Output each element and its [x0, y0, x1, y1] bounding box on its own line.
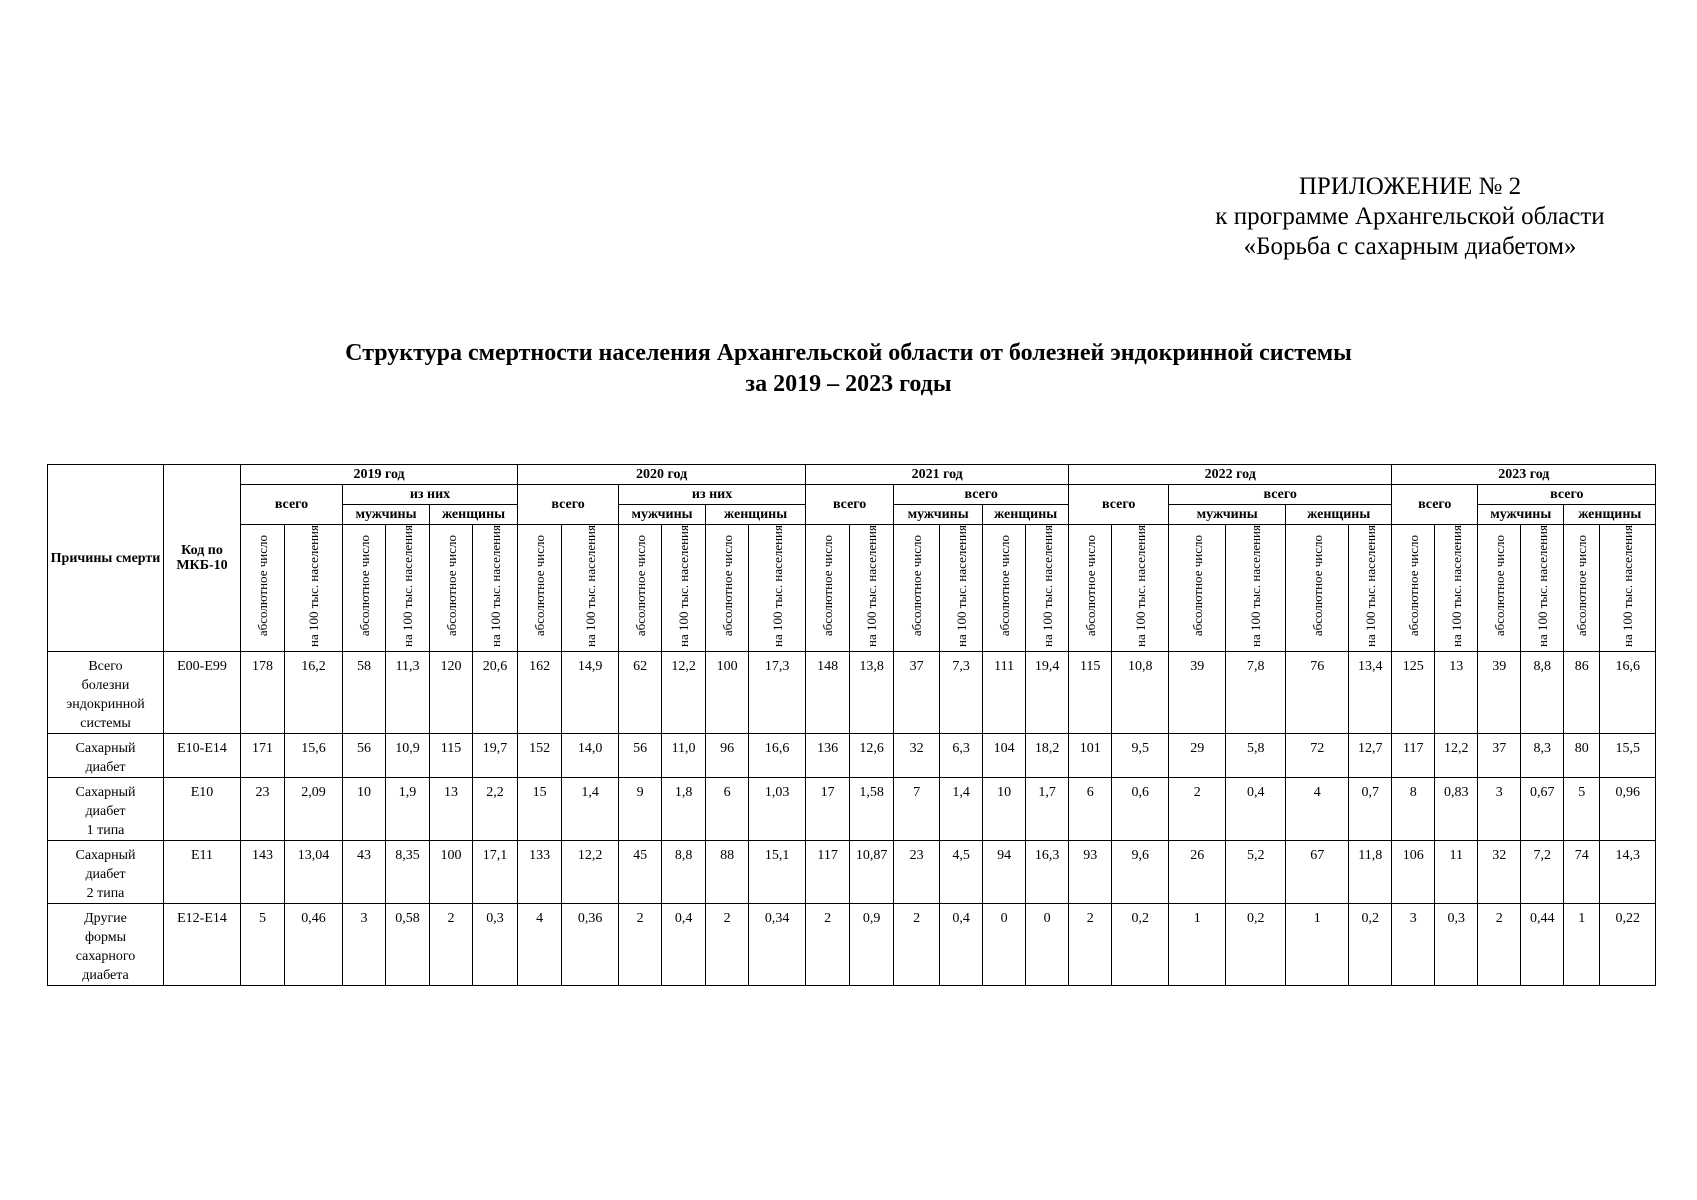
- appendix-program: к программе Архангельской области: [1215, 203, 1605, 230]
- value-cell: 0,67: [1521, 778, 1564, 841]
- value-cell: 10: [983, 778, 1026, 841]
- value-cell: 5,2: [1226, 841, 1286, 904]
- header-absolute-number: [806, 525, 850, 652]
- value-cell: 101: [1069, 734, 1112, 778]
- value-cell: 6: [1069, 778, 1112, 841]
- header-rate-per-100k-label: на 100 тыс. населения: [1039, 525, 1055, 647]
- header-year-2019: 2019 год: [241, 465, 518, 485]
- value-cell: 8,35: [386, 841, 430, 904]
- value-cell: 148: [806, 652, 850, 734]
- value-cell: 0,9: [850, 904, 894, 986]
- value-cell: 15,6: [285, 734, 343, 778]
- appendix-program-name: «Борьба с сахарным диабетом»: [1243, 233, 1577, 260]
- value-cell: 143: [241, 841, 285, 904]
- header-absolute-number: [430, 525, 473, 652]
- value-cell: 2: [1069, 904, 1112, 986]
- header-rate-per-100k: [473, 525, 518, 652]
- header-rate-per-100k-label: на 100 тыс. населения: [864, 525, 880, 647]
- header-rate-per-100k-label: на 100 тыс. населения: [1448, 525, 1464, 647]
- value-cell: 8: [1392, 778, 1435, 841]
- header-subgroup: из них: [619, 485, 806, 505]
- header-men: мужчины: [619, 505, 706, 525]
- value-cell: 171: [241, 734, 285, 778]
- value-cell: 16,3: [1026, 841, 1069, 904]
- value-cell: 115: [1069, 652, 1112, 734]
- value-cell: 7,8: [1226, 652, 1286, 734]
- value-cell: 100: [430, 841, 473, 904]
- header-rate-per-100k: [1521, 525, 1564, 652]
- header-rate-per-100k-label: на 100 тыс. населения: [1132, 525, 1148, 647]
- value-cell: 0,34: [749, 904, 806, 986]
- value-cell: 15: [518, 778, 562, 841]
- value-cell: 14,3: [1600, 841, 1656, 904]
- header-absolute-number-label: абсолютное число: [1309, 535, 1325, 637]
- value-cell: 117: [806, 841, 850, 904]
- value-cell: 1,9: [386, 778, 430, 841]
- value-cell: 136: [806, 734, 850, 778]
- value-cell: 88: [706, 841, 749, 904]
- value-cell: 62: [619, 652, 662, 734]
- value-cell: 120: [430, 652, 473, 734]
- value-cell: 1,03: [749, 778, 806, 841]
- value-cell: 0,4: [662, 904, 706, 986]
- value-cell: 23: [894, 841, 940, 904]
- header-subgroup: всего: [1169, 485, 1392, 505]
- header-rate-per-100k: [662, 525, 706, 652]
- value-cell: 26: [1169, 841, 1226, 904]
- value-cell: 13,4: [1349, 652, 1392, 734]
- cause-cell: Сахарный диабет 2 типа: [48, 841, 164, 904]
- header-absolute-number: [706, 525, 749, 652]
- value-cell: 100: [706, 652, 749, 734]
- header-absolute-number-label: абсолютное число: [632, 535, 648, 637]
- value-cell: 10,87: [850, 841, 894, 904]
- value-cell: 2: [1169, 778, 1226, 841]
- value-cell: 2: [1478, 904, 1521, 986]
- value-cell: 3: [1392, 904, 1435, 986]
- header-absolute-number: [983, 525, 1026, 652]
- value-cell: 0,96: [1600, 778, 1656, 841]
- value-cell: 1: [1564, 904, 1600, 986]
- value-cell: 9,6: [1112, 841, 1169, 904]
- header-absolute-number-label: абсолютное число: [1189, 535, 1205, 637]
- header-rate-per-100k-label: на 100 тыс. населения: [676, 525, 692, 647]
- value-cell: 0,2: [1226, 904, 1286, 986]
- value-cell: 8,8: [1521, 652, 1564, 734]
- header-subgroup: всего: [894, 485, 1069, 505]
- value-cell: 115: [430, 734, 473, 778]
- value-cell: 2,09: [285, 778, 343, 841]
- value-cell: 4,5: [940, 841, 983, 904]
- value-cell: 20,6: [473, 652, 518, 734]
- value-cell: 9,5: [1112, 734, 1169, 778]
- header-rate-per-100k-label: на 100 тыс. населения: [487, 525, 503, 647]
- value-cell: 0,44: [1521, 904, 1564, 986]
- value-cell: 3: [343, 904, 386, 986]
- value-cell: 11,3: [386, 652, 430, 734]
- header-men: мужчины: [1478, 505, 1564, 525]
- header-absolute-number-label: абсолютное число: [255, 535, 270, 637]
- value-cell: 19,4: [1026, 652, 1069, 734]
- header-absolute-number-label: абсолютное число: [820, 535, 836, 637]
- header-absolute-number: [894, 525, 940, 652]
- value-cell: 80: [1564, 734, 1600, 778]
- value-cell: 76: [1286, 652, 1349, 734]
- value-cell: 1: [1169, 904, 1226, 986]
- header-year-2022: 2022 год: [1069, 465, 1392, 485]
- header-women: женщины: [1564, 505, 1656, 525]
- header-absolute-number-label: абсолютное число: [1405, 535, 1421, 637]
- value-cell: 43: [343, 841, 386, 904]
- header-men: мужчины: [1169, 505, 1286, 525]
- value-cell: 10,8: [1112, 652, 1169, 734]
- value-cell: 1,58: [850, 778, 894, 841]
- cause-cell: Сахарный диабет: [48, 734, 164, 778]
- value-cell: 32: [894, 734, 940, 778]
- value-cell: 0,2: [1349, 904, 1392, 986]
- value-cell: 2: [894, 904, 940, 986]
- value-cell: 4: [518, 904, 562, 986]
- value-cell: 2: [706, 904, 749, 986]
- value-cell: 106: [1392, 841, 1435, 904]
- header-cause: Причины смерти: [48, 465, 164, 652]
- value-cell: 10: [343, 778, 386, 841]
- table-row: [48, 652, 1656, 734]
- value-cell: 9: [619, 778, 662, 841]
- value-cell: 1,4: [940, 778, 983, 841]
- cause-cell: Всего болезни эндокринной системы: [48, 652, 164, 734]
- value-cell: 6,3: [940, 734, 983, 778]
- icd-code-cell: E00-E99: [164, 652, 241, 734]
- header-total: всего: [241, 485, 343, 525]
- value-cell: 13: [430, 778, 473, 841]
- header-absolute-number: [1069, 525, 1112, 652]
- header-rate-per-100k: [940, 525, 983, 652]
- value-cell: 93: [1069, 841, 1112, 904]
- value-cell: 86: [1564, 652, 1600, 734]
- value-cell: 5: [1564, 778, 1600, 841]
- header-absolute-number-label: абсолютное число: [996, 535, 1012, 637]
- header-rate-per-100k-label: на 100 тыс. населения: [1534, 525, 1550, 647]
- header-rate-per-100k-label: на 100 тыс. населения: [582, 525, 598, 647]
- value-cell: 178: [241, 652, 285, 734]
- header-rate-per-100k-label: на 100 тыс. населения: [953, 525, 969, 647]
- value-cell: 2: [430, 904, 473, 986]
- value-cell: 72: [1286, 734, 1349, 778]
- header-icd-code: Код по МКБ-10: [164, 465, 241, 652]
- header-rate-per-100k: [749, 525, 806, 652]
- value-cell: 3: [1478, 778, 1521, 841]
- value-cell: 56: [343, 734, 386, 778]
- icd-code-cell: E12-E14: [164, 904, 241, 986]
- header-rate-per-100k: [1349, 525, 1392, 652]
- value-cell: 12,6: [850, 734, 894, 778]
- value-cell: 111: [983, 652, 1026, 734]
- mortality-table: [47, 464, 1656, 986]
- cause-cell: Другие формы сахарного диабета: [48, 904, 164, 986]
- value-cell: 16,6: [749, 734, 806, 778]
- appendix-number: ПРИЛОЖЕНИЕ № 2: [1298, 173, 1522, 200]
- value-cell: 2,2: [473, 778, 518, 841]
- table-row: [48, 904, 1656, 986]
- value-cell: 56: [619, 734, 662, 778]
- value-cell: 7,2: [1521, 841, 1564, 904]
- cause-cell: Сахарный диабет 1 типа: [48, 778, 164, 841]
- header-total: всего: [1392, 485, 1478, 525]
- value-cell: 0,7: [1349, 778, 1392, 841]
- header-absolute-number-label: абсолютное число: [443, 535, 459, 637]
- header-absolute-number: [1169, 525, 1226, 652]
- icd-code-cell: E11: [164, 841, 241, 904]
- header-absolute-number-label: абсолютное число: [1491, 535, 1507, 637]
- header-year-2020: 2020 год: [518, 465, 806, 485]
- value-cell: 8,3: [1521, 734, 1564, 778]
- table-row: [48, 734, 1656, 778]
- header-absolute-number: [1564, 525, 1600, 652]
- value-cell: 104: [983, 734, 1026, 778]
- value-cell: 0: [1026, 904, 1069, 986]
- icd-code-cell: E10-E14: [164, 734, 241, 778]
- value-cell: 0,6: [1112, 778, 1169, 841]
- header-subgroup: всего: [1478, 485, 1656, 505]
- value-cell: 8,8: [662, 841, 706, 904]
- title-line-2: за 2019 – 2023 годы: [745, 371, 952, 397]
- value-cell: 0,22: [1600, 904, 1656, 986]
- appendix-header: [1150, 172, 1670, 262]
- header-women: женщины: [706, 505, 806, 525]
- value-cell: 16,2: [285, 652, 343, 734]
- value-cell: 0,3: [473, 904, 518, 986]
- value-cell: 13,04: [285, 841, 343, 904]
- header-absolute-number: [518, 525, 562, 652]
- value-cell: 2: [619, 904, 662, 986]
- value-cell: 0: [983, 904, 1026, 986]
- value-cell: 17,1: [473, 841, 518, 904]
- icd-code-cell: E10: [164, 778, 241, 841]
- value-cell: 96: [706, 734, 749, 778]
- header-total: всего: [518, 485, 619, 525]
- header-men: мужчины: [894, 505, 983, 525]
- value-cell: 94: [983, 841, 1026, 904]
- header-year-2023: 2023 год: [1392, 465, 1656, 485]
- value-cell: 11: [1435, 841, 1478, 904]
- header-absolute-number-label: абсолютное число: [532, 535, 548, 637]
- header-women: женщины: [983, 505, 1069, 525]
- value-cell: 0,4: [1226, 778, 1286, 841]
- value-cell: 133: [518, 841, 562, 904]
- value-cell: 10,9: [386, 734, 430, 778]
- value-cell: 117: [1392, 734, 1435, 778]
- value-cell: 67: [1286, 841, 1349, 904]
- value-cell: 39: [1478, 652, 1521, 734]
- value-cell: 19,7: [473, 734, 518, 778]
- value-cell: 12,2: [1435, 734, 1478, 778]
- value-cell: 0,4: [940, 904, 983, 986]
- value-cell: 7,3: [940, 652, 983, 734]
- header-rate-per-100k-label: на 100 тыс. населения: [306, 525, 321, 647]
- document-title: [0, 338, 1697, 400]
- header-rate-per-100k: [1435, 525, 1478, 652]
- header-rate-per-100k: [285, 525, 343, 652]
- value-cell: 7: [894, 778, 940, 841]
- header-year-2021: 2021 год: [806, 465, 1069, 485]
- header-absolute-number-label: абсолютное число: [909, 535, 925, 637]
- header-absolute-number: [1478, 525, 1521, 652]
- header-rate-per-100k-label: на 100 тыс. населения: [769, 525, 785, 647]
- header-subgroup: из них: [343, 485, 518, 505]
- value-cell: 12,2: [562, 841, 619, 904]
- header-total: всего: [806, 485, 894, 525]
- table-row: [48, 778, 1656, 841]
- value-cell: 2: [806, 904, 850, 986]
- value-cell: 6: [706, 778, 749, 841]
- header-absolute-number: [619, 525, 662, 652]
- value-cell: 1,7: [1026, 778, 1069, 841]
- header-rate-per-100k-label: на 100 тыс. населения: [1620, 525, 1636, 647]
- value-cell: 37: [1478, 734, 1521, 778]
- value-cell: 17: [806, 778, 850, 841]
- value-cell: 45: [619, 841, 662, 904]
- value-cell: 74: [1564, 841, 1600, 904]
- value-cell: 14,0: [562, 734, 619, 778]
- value-cell: 0,83: [1435, 778, 1478, 841]
- value-cell: 23: [241, 778, 285, 841]
- value-cell: 0,36: [562, 904, 619, 986]
- header-absolute-number: [343, 525, 386, 652]
- value-cell: 29: [1169, 734, 1226, 778]
- value-cell: 58: [343, 652, 386, 734]
- value-cell: 37: [894, 652, 940, 734]
- header-women: женщины: [430, 505, 518, 525]
- header-women: женщины: [1286, 505, 1392, 525]
- value-cell: 0,3: [1435, 904, 1478, 986]
- value-cell: 5: [241, 904, 285, 986]
- header-absolute-number: [1392, 525, 1435, 652]
- header-absolute-number: [241, 525, 285, 652]
- value-cell: 11,8: [1349, 841, 1392, 904]
- value-cell: 0,2: [1112, 904, 1169, 986]
- value-cell: 32: [1478, 841, 1521, 904]
- value-cell: 1,4: [562, 778, 619, 841]
- value-cell: 39: [1169, 652, 1226, 734]
- header-men: мужчины: [343, 505, 430, 525]
- table-body: [48, 652, 1656, 986]
- value-cell: 0,58: [386, 904, 430, 986]
- table-row: [48, 841, 1656, 904]
- header-absolute-number-label: абсолютное число: [1082, 535, 1098, 637]
- header-rate-per-100k-label: на 100 тыс. населения: [1362, 525, 1378, 647]
- header-absolute-number-label: абсолютное число: [719, 535, 735, 637]
- value-cell: 4: [1286, 778, 1349, 841]
- header-rate-per-100k-label: на 100 тыс. населения: [1248, 525, 1264, 647]
- value-cell: 152: [518, 734, 562, 778]
- header-rate-per-100k: [1600, 525, 1656, 652]
- value-cell: 1,8: [662, 778, 706, 841]
- value-cell: 13: [1435, 652, 1478, 734]
- value-cell: 0,46: [285, 904, 343, 986]
- measure-header-row: [48, 525, 1656, 652]
- value-cell: 125: [1392, 652, 1435, 734]
- value-cell: 12,7: [1349, 734, 1392, 778]
- header-rate-per-100k: [1112, 525, 1169, 652]
- header-absolute-number-label: абсолютное число: [356, 535, 372, 637]
- value-cell: 11,0: [662, 734, 706, 778]
- value-cell: 15,5: [1600, 734, 1656, 778]
- header-rate-per-100k-label: на 100 тыс. населения: [400, 525, 415, 647]
- value-cell: 14,9: [562, 652, 619, 734]
- header-absolute-number-label: абсолютное число: [1574, 535, 1590, 637]
- value-cell: 18,2: [1026, 734, 1069, 778]
- header-absolute-number: [1286, 525, 1349, 652]
- value-cell: 5,8: [1226, 734, 1286, 778]
- header-rate-per-100k: [850, 525, 894, 652]
- header-rate-per-100k: [1026, 525, 1069, 652]
- header-rate-per-100k: [1226, 525, 1286, 652]
- title-line-1: Структура смертности населения Архангельской области от болезней эндокринной системы: [345, 340, 1352, 366]
- header-rate-per-100k: [386, 525, 430, 652]
- header-total: всего: [1069, 485, 1169, 525]
- value-cell: 16,6: [1600, 652, 1656, 734]
- value-cell: 13,8: [850, 652, 894, 734]
- value-cell: 162: [518, 652, 562, 734]
- value-cell: 15,1: [749, 841, 806, 904]
- header-rate-per-100k: [562, 525, 619, 652]
- value-cell: 12,2: [662, 652, 706, 734]
- value-cell: 17,3: [749, 652, 806, 734]
- value-cell: 1: [1286, 904, 1349, 986]
